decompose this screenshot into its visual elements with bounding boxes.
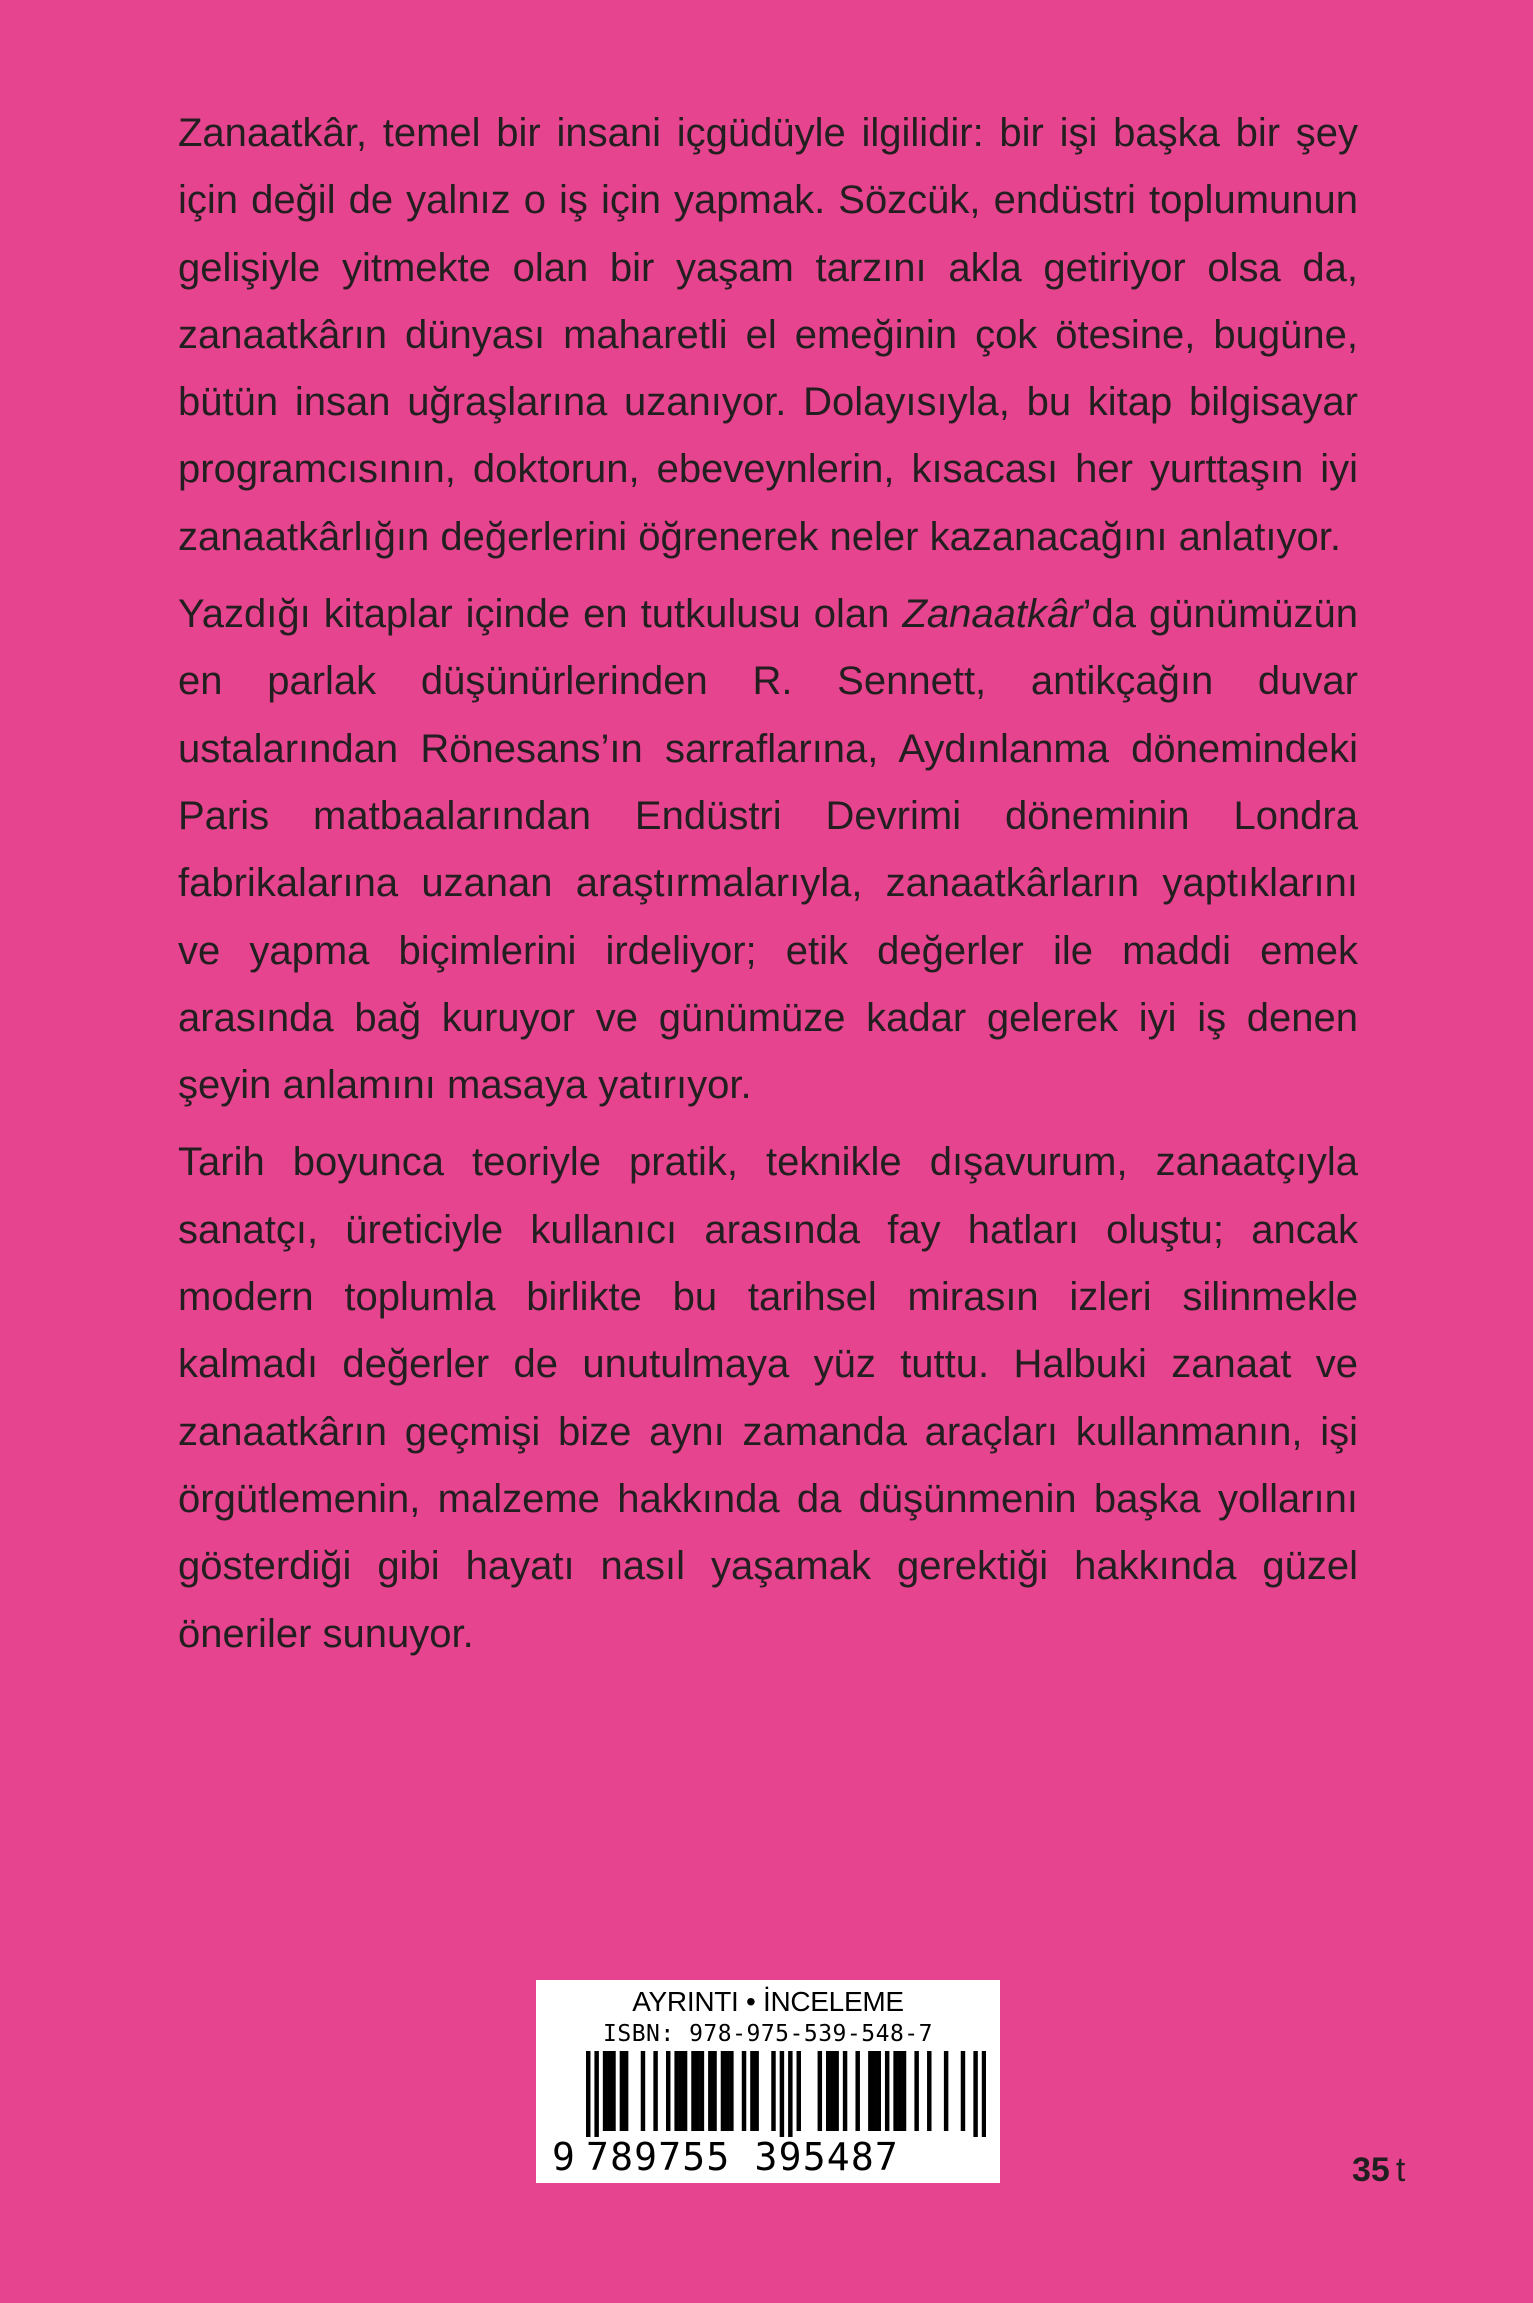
- paragraph-intro: Zanaatkâr, temel bir insani içgüdüyle ilgilidir: bir işi başka bir şey için değil de yalnız o iş için yapmak. Sözcük, endüstri toplumunun gelişiyle yitmekte olan bir yaşam tarzını akla getiriyor olsa da, zanaatkârın dünyası maharetli el emeğinin çok ötesine, bugüne, bütün insan uğraşlarına uzanıyor. Dolayısıyla, bu kitap bilgisayar programcısının, doktorun, ebeveynlerin, kısacası her yurttaşın iyi zanaatkârlığın değerlerini öğrenerek neler kazanacağını anlatıyor.: [178, 111, 1358, 559]
- barcode-bar: [914, 2051, 918, 2131]
- barcode-bar: [830, 2051, 834, 2131]
- barcode-bar: [700, 2051, 704, 2131]
- barcode-bar: [729, 2051, 733, 2131]
- barcode-bar: [750, 2051, 754, 2131]
- barcode-bar: [944, 2051, 948, 2131]
- summary-lead: Yazdığı kitaplar içinde en tutkulusu olan: [178, 592, 903, 637]
- barcode-bar: [653, 2051, 657, 2131]
- barcode-bar: [855, 2051, 859, 2131]
- barcode-bar: [674, 2051, 678, 2131]
- barcode-bar: [742, 2051, 746, 2131]
- barcode-bar: [679, 2051, 683, 2131]
- barcode-bar: [695, 2051, 699, 2131]
- barcode-bar: [927, 2051, 931, 2131]
- barcode-guard-bar: [594, 2051, 598, 2137]
- barcode-guard-bar: [973, 2051, 977, 2137]
- price-tag: [1352, 2150, 1405, 2190]
- barcode-bar: [620, 2051, 624, 2131]
- barcode-guard-bar: [780, 2051, 784, 2137]
- barcode-first-digit: 9: [552, 2135, 575, 2179]
- barcode-bar: [818, 2051, 822, 2131]
- barcode-bar: [611, 2051, 615, 2131]
- series-name: AYRINTI • İNCELEME: [632, 1986, 904, 2017]
- barcode-bar: [885, 2051, 889, 2131]
- price-currency: t: [1395, 2151, 1406, 2189]
- paragraph-closing: Tarih boyunca teoriyle pratik, teknikle dışavurum, zanaatçıyla sanatçı, üreticiyle kullanıcı arasında fay hatları oluştu; ancak modern toplumla birlikte bu tarihsel mirasın izleri silinmekle kalmadı değerler de unutulmaya yüz tuttu. Halbuki zanaat ve zanaatkârın geçmişi bize aynı zamanda araçları kullanmanın, işi örgütlemenin, malzeme hakkında da düşünmenin başka yollarını gösterdiği gibi hayatı nasıl yaşamak gerektiği hakkında güzel öneriler sunuyor.: [178, 1140, 1358, 1656]
- barcode-bar: [843, 2051, 847, 2131]
- barcode-bars: [586, 2051, 986, 2137]
- isbn-number: ISBN: 978-975-539-548-7: [603, 2021, 933, 2047]
- price-amount: 35: [1352, 2151, 1390, 2189]
- book-title: Zanaatkâr: [902, 592, 1083, 637]
- barcode-bar: [868, 2051, 872, 2131]
- barcode-bar: [712, 2051, 716, 2131]
- barcode-bar: [898, 2051, 902, 2131]
- barcode-bar: [721, 2051, 725, 2131]
- paragraph-summary: [178, 581, 1358, 1119]
- barcode-bar: [641, 2051, 645, 2131]
- barcode-bar: [893, 2051, 897, 2131]
- barcode-guard-bar: [788, 2051, 792, 2137]
- barcode-bar: [902, 2051, 906, 2131]
- barcode-bar: [708, 2051, 712, 2131]
- barcode-bar: [624, 2051, 628, 2131]
- barcode-guard-bar: [586, 2051, 590, 2137]
- barcode-bar: [666, 2051, 670, 2131]
- barcode-bar: [683, 2051, 687, 2131]
- barcode-bar: [603, 2051, 607, 2131]
- summary-body: ’da günümüzün en parlak düşünürlerinden R. Sennett, antikçağın duvar ustalarından Rönesans’ın sarraflarına, Aydınlanma dönemindeki Paris matbaalarından Endüstri Devrimi döneminin Londra fabrikalarına uzanan araştırmalarıyla, zanaatkârların yaptıklarını ve yapma biçimlerini irdeliyor; etik değerler ile maddi emek arasında bağ kuruyor ve günümüze kadar gelerek iyi iş denen şeyin anlamını masaya yatırıyor.: [178, 592, 1358, 1108]
- barcode-guard-bar: [982, 2051, 986, 2137]
- barcode-bar: [877, 2051, 881, 2131]
- barcode-bar: [797, 2051, 801, 2131]
- barcode-bar: [771, 2051, 775, 2131]
- isbn-barcode-label: [536, 1980, 1000, 2183]
- barcode-bar: [607, 2051, 611, 2131]
- barcode-bar: [961, 2051, 965, 2131]
- barcode-bar: [725, 2051, 729, 2131]
- barcode-bar: [872, 2051, 876, 2131]
- barcode-digits: 789755 395487: [586, 2135, 900, 2179]
- barcode-bar: [691, 2051, 695, 2131]
- back-cover-text: [178, 100, 1358, 1678]
- barcode-bar: [834, 2051, 838, 2131]
- barcode-bar: [826, 2051, 830, 2131]
- barcode-bar: [754, 2051, 758, 2131]
